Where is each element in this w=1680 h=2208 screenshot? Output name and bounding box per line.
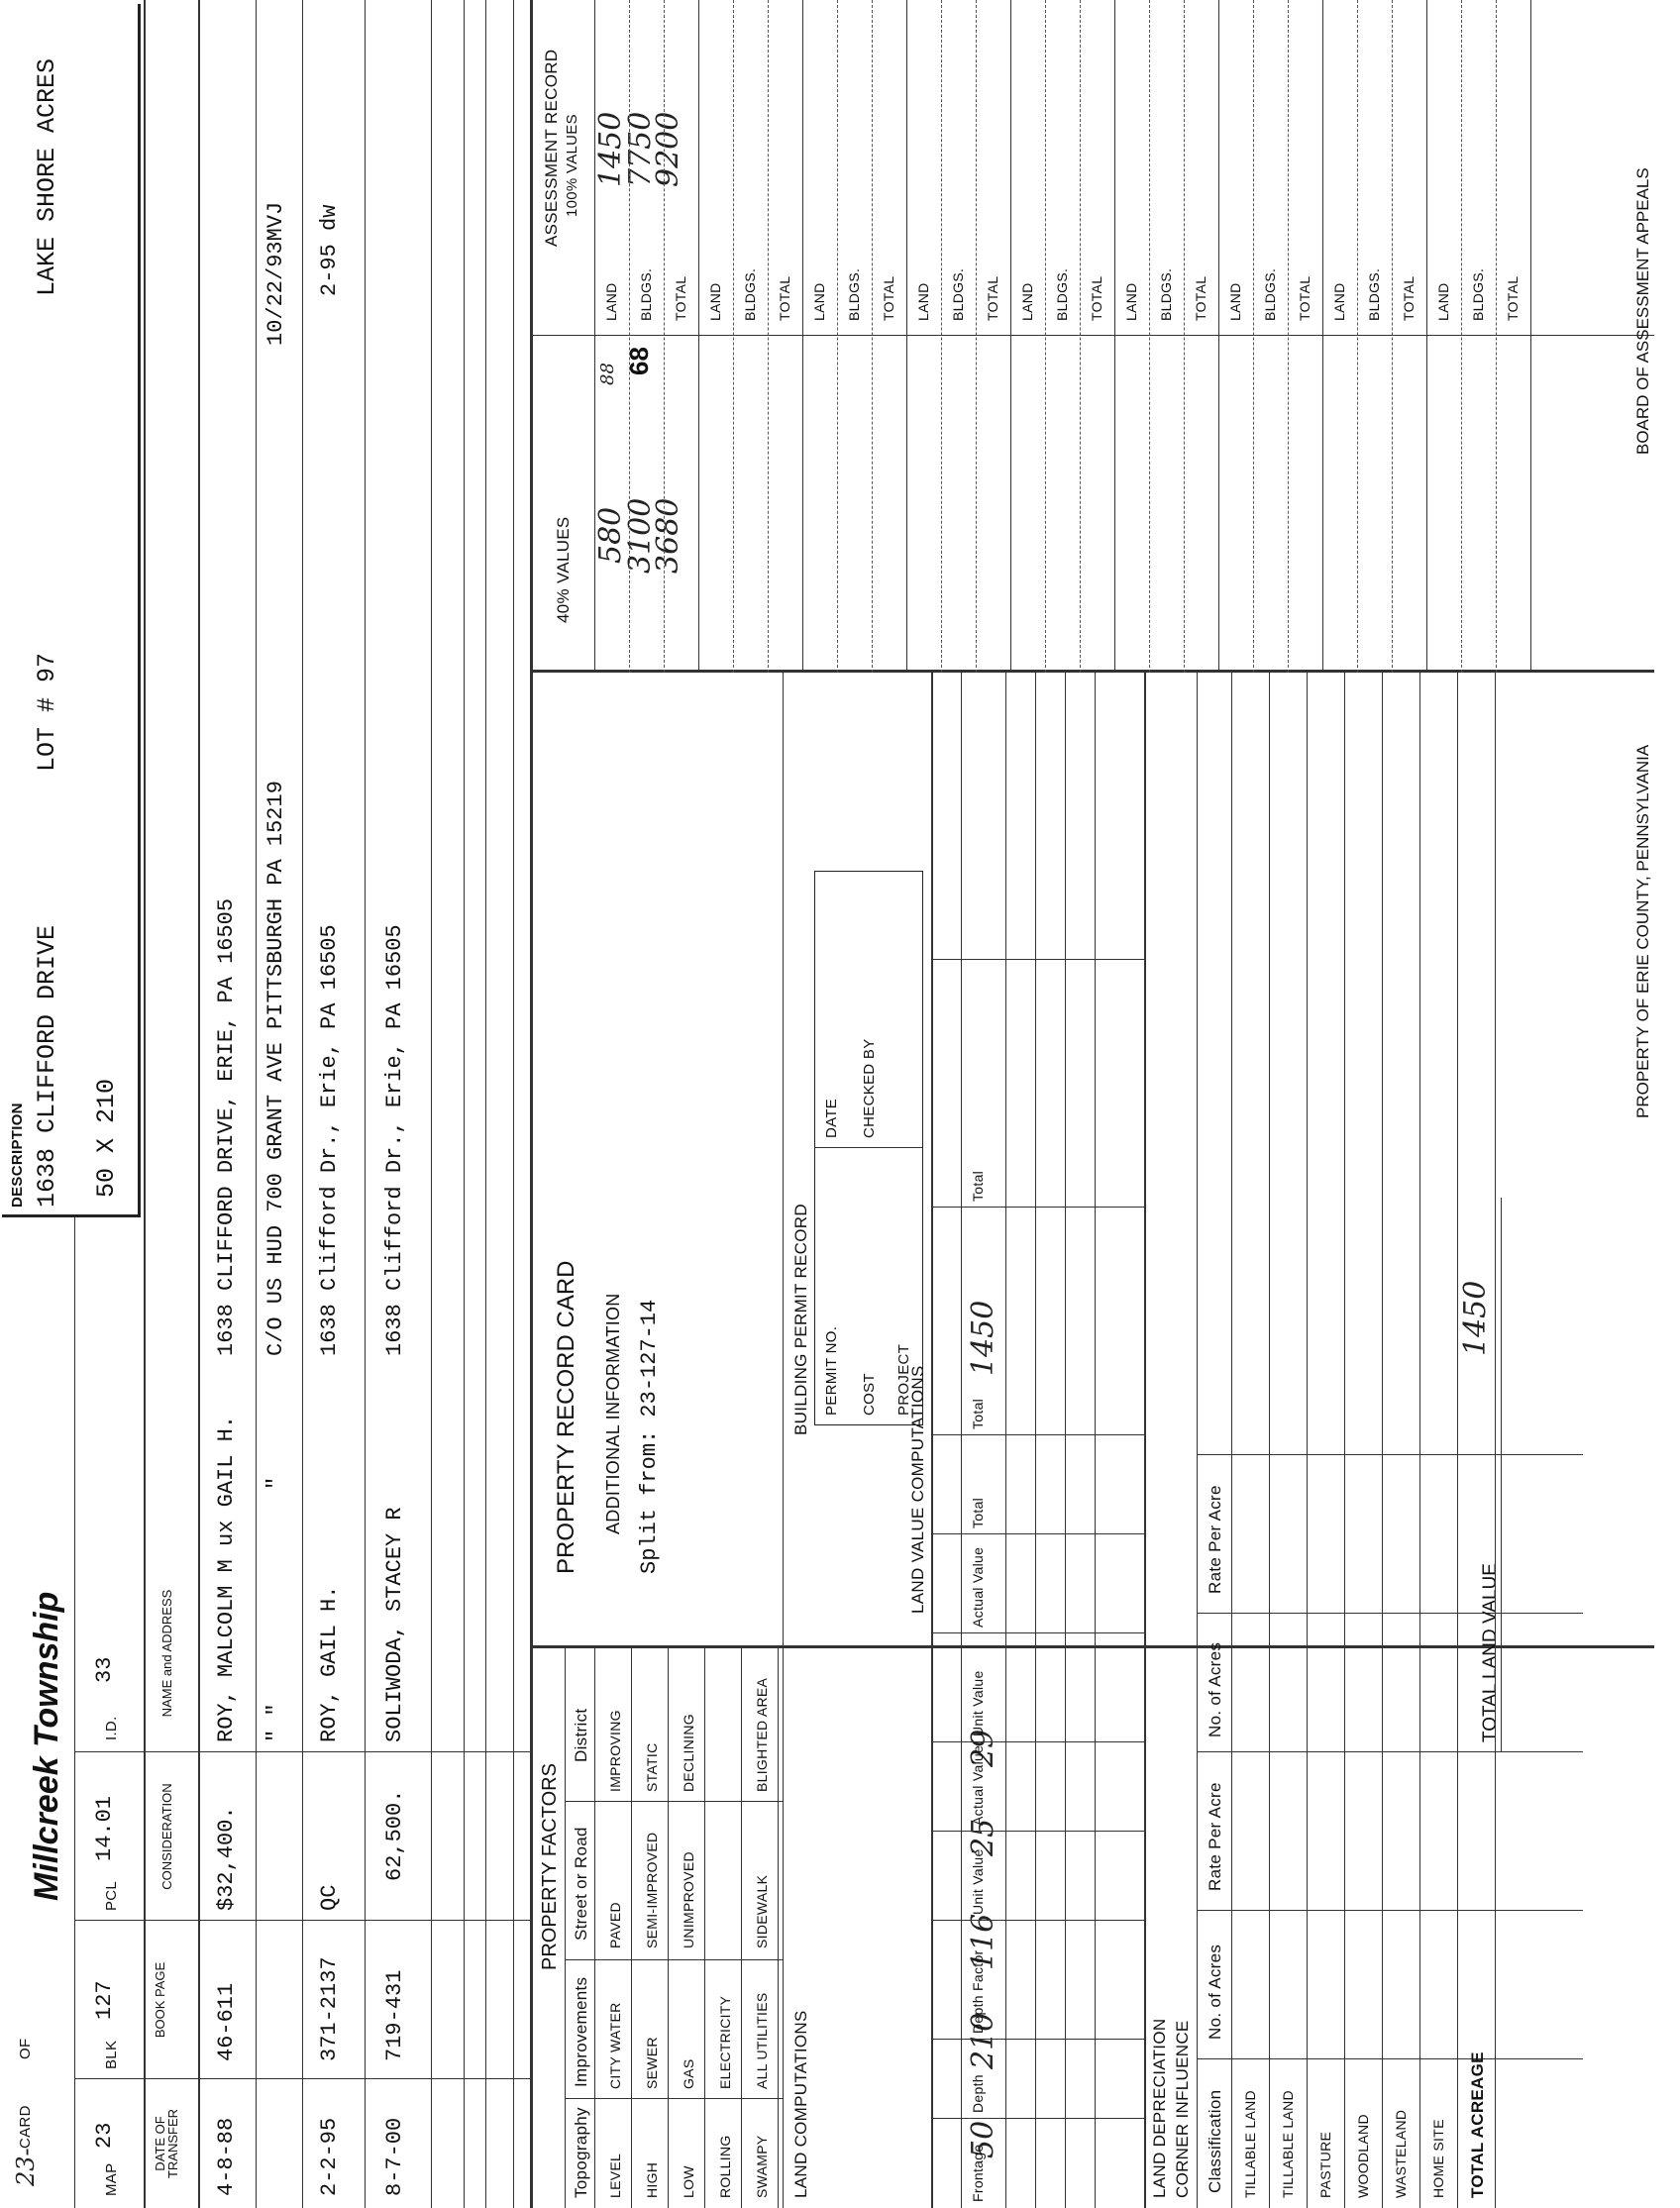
assessment-row-rule (664, 0, 665, 673)
acreage-row-rule (1344, 673, 1345, 2208)
assessment-label-2-2: BLDGS. (742, 267, 758, 321)
assessment-group-rule (1426, 0, 1427, 673)
assessment-row-rule (1253, 0, 1254, 673)
record-title: PROPERTY RECORD CARD (553, 1260, 579, 1574)
permit-checked-by-label: CHECKED BY (861, 1038, 878, 1138)
assessment-row-rule (1184, 0, 1185, 673)
v100-bldgs: 7750 (623, 111, 658, 187)
values-40-label: 40% VALUES (554, 516, 573, 623)
transfer-row-4-consideration: 62,500. (382, 1789, 407, 1881)
assessment-record-label: ASSESSMENT RECORD (542, 49, 561, 247)
transfer-row-1-consideration: $32,400. (214, 1806, 239, 1911)
assessment-label-7-3: TOTAL (1297, 275, 1312, 321)
factor-row-rule (668, 1648, 669, 2208)
map-value: 23 (92, 2122, 117, 2149)
factors-col-district: District (572, 1708, 590, 1762)
factor-district-5: BLIGHTED AREA (754, 1677, 770, 1792)
assessment-group-rule (906, 0, 907, 673)
assessment-label-6-1: LAND (1123, 282, 1139, 321)
lvc-header-7: Actual Value (970, 1546, 986, 1628)
transfer-row-1-address: 1638 CLIFFORD DRIVE, ERIE, PA 16505 (214, 897, 239, 1356)
transfer-row-4-book: 719-431 (382, 1969, 407, 2061)
permit-date-label: DATE (823, 1098, 840, 1138)
assessment-label-3-3: TOTAL (881, 275, 896, 321)
factor-street-3: UNIMPROVED (681, 1851, 696, 1948)
factor-street-5: SIDEWALK (754, 1874, 770, 1948)
acreage-col-rate-1: Rate Per Acre (1206, 1782, 1224, 1891)
acreage-col-acres-1: No. of Acres (1206, 1944, 1224, 2040)
transfer-row-4-address: 1638 Clifford Dr., Erie, PA 16505 (382, 924, 407, 1356)
factor-improvements-2: SEWER (644, 2037, 660, 2089)
factor-street-2: SEMI-IMPROVED (644, 1832, 660, 1948)
lvc-col-rule (931, 1533, 1144, 1534)
lvc-col-rule (931, 2118, 1144, 2119)
assessment-row-rule (976, 0, 977, 673)
factor-topography-2: HIGH (644, 2161, 660, 2198)
transfer-row-1-book: 46-611 (214, 1982, 239, 2061)
assessment-row-rule (629, 0, 630, 673)
v40-land: 580 (593, 506, 628, 564)
lvc-header-6: Unit Value (970, 1670, 986, 1736)
unit-value: 25 (966, 1818, 1000, 1856)
map-label: MAP (103, 2162, 120, 2196)
factor-row-rule (704, 1648, 705, 2208)
acreage-col-classification: Classification (1206, 2089, 1224, 2193)
col-date-of-transfer: DATE OF TRANSFER (153, 2108, 180, 2179)
assessment-label-5-2: BLDGS. (1054, 267, 1070, 321)
subdivision-name: LAKE SHORE ACRES (33, 57, 61, 296)
footer-left: PROPERTY OF ERIE COUNTY, PENNSYLVANIA (1633, 744, 1652, 1118)
permit-no-label: PERMIT NO. (823, 1325, 840, 1416)
col-name-address: NAME and ADDRESS (159, 1589, 174, 1718)
assessment-label-1-1: LAND (603, 282, 619, 321)
assessment-label-3-2: BLDGS. (846, 267, 862, 321)
township-title: Millcreek Township (28, 1591, 65, 1901)
land-total-value: 1450 (966, 1300, 1000, 1376)
transfer-row-1-date: 4-8-88 (214, 2117, 239, 2196)
assessment-label-4-1: LAND (915, 282, 931, 321)
assessment-label-4-2: BLDGS. (950, 267, 966, 321)
assessment-row-rule (872, 0, 873, 673)
frontage-value: 50 (966, 2120, 1000, 2158)
description-label: DESCRIPTION (9, 1103, 26, 1208)
v100-land: 1450 (593, 111, 628, 187)
property-address: 1638 CLIFFORD DRIVE (33, 924, 61, 1208)
year-mark-2: 68 (624, 347, 654, 375)
transfer-row-2-address: C/O US HUD 700 GRANT AVE PITTSBURGH PA 15219 (263, 781, 288, 1356)
factor-row-rule (631, 1648, 632, 2208)
col-consideration: CONSIDERATION (159, 1783, 174, 1890)
factors-col-improvements: Improvements (572, 1976, 590, 2087)
lvc-col-rule (931, 2039, 1144, 2040)
lvc-header-1: Frontage (970, 2144, 986, 2202)
pcl-label: PCL (103, 1880, 120, 1911)
acreage-class-6: HOME SITE (1430, 2119, 1446, 2198)
assessment-label-9-1: LAND (1435, 282, 1451, 321)
assessment-row-rule (1045, 0, 1046, 673)
split-from: Split from: 23-127-14 (637, 1299, 662, 1574)
assessment-label-1-2: BLDGS. (638, 267, 654, 321)
assessment-group-rule (1218, 0, 1219, 673)
assessment-label-3-1: LAND (811, 282, 827, 321)
acreage-class-3: PASTURE (1317, 2131, 1333, 2198)
total-land-value-label: TOTAL LAND VALUE (1480, 1563, 1501, 1742)
assessment-row-rule (1461, 0, 1462, 673)
factor-district-1: IMPROVING (607, 1710, 623, 1792)
factors-col-street: Street or Road (572, 1827, 590, 1941)
transfer-stamp-1: 10/22/93MVJ (263, 201, 288, 346)
blk-label: BLK (103, 2040, 120, 2069)
permit-record-title: BUILDING PERMIT RECORD (791, 1204, 810, 1435)
v100-total: 9200 (651, 111, 685, 187)
assessment-label-9-3: TOTAL (1505, 275, 1521, 321)
land-depreciation-label: LAND DEPRECIATION (1150, 2018, 1169, 2198)
transfer-row-1-name: ROY, MALCOLM M ux GAIL H. (214, 1415, 239, 1742)
assessment-row-rule (768, 0, 769, 673)
acreage-row-rule (1269, 673, 1270, 2208)
acreage-class-5: WASTELAND (1393, 2109, 1409, 2198)
permit-cost-label: COST (861, 1373, 878, 1416)
corner-influence-label: CORNER INFLUENCE (1173, 2020, 1192, 2198)
acreage-row-rule (1382, 673, 1383, 2208)
acreage-row-rule (1419, 673, 1420, 2208)
assessment-row-rule (1080, 0, 1081, 673)
additional-info-label: ADDITIONAL INFORMATION (603, 1293, 623, 1534)
transfer-stamp-2: 2-95 dw (317, 204, 342, 296)
factor-topography-1: LEVEL (607, 2153, 623, 2198)
acreage-row-rule (1457, 673, 1458, 2208)
assessment-label-7-2: BLDGS. (1262, 267, 1278, 321)
acreage-class-4: WOODLAND (1355, 2114, 1371, 2198)
assessment-group-rule (1114, 0, 1115, 673)
factor-topography-5: SWAMPY (754, 2135, 770, 2198)
assessment-row-rule (1392, 0, 1393, 673)
land-computations-title: LAND COMPUTATIONS (791, 2010, 810, 2198)
factors-col-topography: Topography (572, 2107, 590, 2198)
assessment-row-rule (837, 0, 838, 673)
lot-number: LOT # 97 (33, 652, 61, 772)
lvc-header-10: Total (970, 1170, 986, 1202)
col-book-page: BOOK PAGE (153, 1961, 167, 2039)
assessment-row-rule (1357, 0, 1358, 673)
factor-improvements-4: ELECTRICITY (717, 1995, 733, 2089)
depth-factor-value: 116 (966, 1913, 1000, 1970)
factor-topography-3: LOW (681, 2165, 696, 2198)
factor-district-3: DECLINING (681, 1714, 696, 1792)
footer-right: BOARD OF ASSESSMENT APPEALS (1633, 167, 1652, 455)
assessment-label-8-1: LAND (1331, 282, 1347, 321)
acreage-class-2: TILLABLE LAND (1280, 2090, 1296, 2198)
transfer-row-3-book: 371-2137 (317, 1956, 342, 2061)
handwritten-card-mark: 23- (12, 2148, 40, 2186)
transfer-row-2-ditto: " (263, 1476, 288, 1490)
assessment-label-8-3: TOTAL (1401, 275, 1417, 321)
assessment-group-rule (698, 0, 699, 673)
transfer-row-4-date: 8-7-00 (382, 2117, 407, 2196)
lvc-col-rule (931, 959, 1144, 960)
blk-value: 127 (92, 1980, 117, 2020)
assessment-label-4-3: TOTAL (985, 275, 1000, 321)
of-label: OF (17, 2038, 34, 2059)
assessment-label-6-3: TOTAL (1193, 275, 1208, 321)
lvc-header-3: Depth Factor (970, 1949, 986, 2034)
assessment-label-2-1: LAND (707, 282, 723, 321)
assessment-row-rule (1496, 0, 1497, 673)
acreage-col-acres-2: No. of Acres (1206, 1641, 1224, 1737)
assessment-label-5-1: LAND (1019, 282, 1035, 321)
lvc-col-rule (931, 1920, 1144, 1921)
id-label: I.D. (103, 1716, 120, 1740)
transfer-row-3-address: 1638 Clifford Dr., Erie, PA 16505 (317, 924, 342, 1356)
factor-district-2: STATIC (644, 1742, 660, 1792)
transfer-row-3-name: ROY, GAIL H. (317, 1585, 342, 1742)
assessment-label-1-3: TOTAL (673, 275, 688, 321)
factor-street-1: PAVED (607, 1902, 623, 1948)
factor-row-rule (741, 1648, 742, 2208)
factor-row-rule (778, 1648, 779, 2208)
total-land-value: 1450 (1458, 1280, 1493, 1356)
lvc-header-4: Unit Value (970, 1848, 986, 1915)
lvc-header-9: Total (970, 1398, 986, 1429)
card-label: CARD (17, 2105, 34, 2149)
permit-project-label: PROJECT (895, 1343, 912, 1416)
transfer-row-2-name: " " (263, 1703, 288, 1742)
assessment-label-8-2: BLDGS. (1366, 267, 1382, 321)
year-mark: 88 (597, 363, 618, 385)
lot-dimensions: 50 X 210 (92, 1078, 121, 1198)
acreage-row-rule (1495, 673, 1496, 2208)
values-100-label: 100% VALUES (564, 114, 580, 217)
acreage-class-7: TOTAL ACREAGE (1468, 2051, 1487, 2198)
assessment-group-rule (802, 0, 803, 673)
lvc-header-8: Total (970, 1497, 986, 1528)
assessment-group-rule (1322, 0, 1323, 673)
lvc-header-2: Depth (970, 2074, 986, 2113)
lvc-col-rule (931, 1632, 1144, 1633)
assessment-row-rule (733, 0, 734, 673)
factors-title: PROPERTY FACTORS (539, 1763, 561, 1970)
factor-improvements-5: ALL UTILITIES (754, 1992, 770, 2089)
lvc-header-5: Actual Value (970, 1744, 986, 1826)
acreage-class-1: TILLABLE LAND (1242, 2090, 1258, 2198)
lvc-col-rule (931, 1434, 1144, 1435)
assessment-row-rule (1288, 0, 1289, 673)
assessment-label-2-3: TOTAL (777, 275, 792, 321)
id-value: 33 (92, 1656, 117, 1683)
assessment-row-rule (1149, 0, 1150, 673)
assessment-group-rule (1530, 0, 1531, 673)
acreage-row-rule (1307, 673, 1308, 2208)
description-box (2, 4, 141, 1217)
v40-total: 3680 (651, 497, 685, 574)
lvc-col-rule (931, 1741, 1144, 1742)
assessment-group-rule (1010, 0, 1011, 673)
factor-improvements-3: GAS (681, 2058, 696, 2089)
pcl-value: 14.01 (92, 1795, 117, 1861)
lvc-col-rule (931, 1831, 1144, 1832)
v40-bldgs: 3100 (623, 497, 658, 574)
transfer-row-3-consideration: QC (317, 1884, 342, 1911)
land-value-computations-title: LAND VALUE COMPUTATIONS (908, 1365, 927, 1614)
lvc-col-rule (931, 1207, 1144, 1208)
assessment-label-6-2: BLDGS. (1158, 267, 1174, 321)
assessment-row-rule (941, 0, 942, 673)
acreage-col-rate-2: Rate Per Acre (1206, 1485, 1224, 1594)
transfer-row-4-name: SOLIWODA, STACEY R (382, 1507, 407, 1742)
actual-value: 29 (966, 1729, 1000, 1767)
assessment-label-9-2: BLDGS. (1470, 267, 1486, 321)
transfer-row-3-date: 2-2-95 (317, 2117, 342, 2196)
header-rule (74, 1217, 75, 2208)
factor-topography-4: ROLLING (717, 2135, 733, 2198)
assessment-label-7-1: LAND (1227, 282, 1243, 321)
depth-value: 210 (966, 2012, 1000, 2069)
factor-improvements-1: CITY WATER (607, 2002, 623, 2089)
assessment-label-5-3: TOTAL (1089, 275, 1104, 321)
